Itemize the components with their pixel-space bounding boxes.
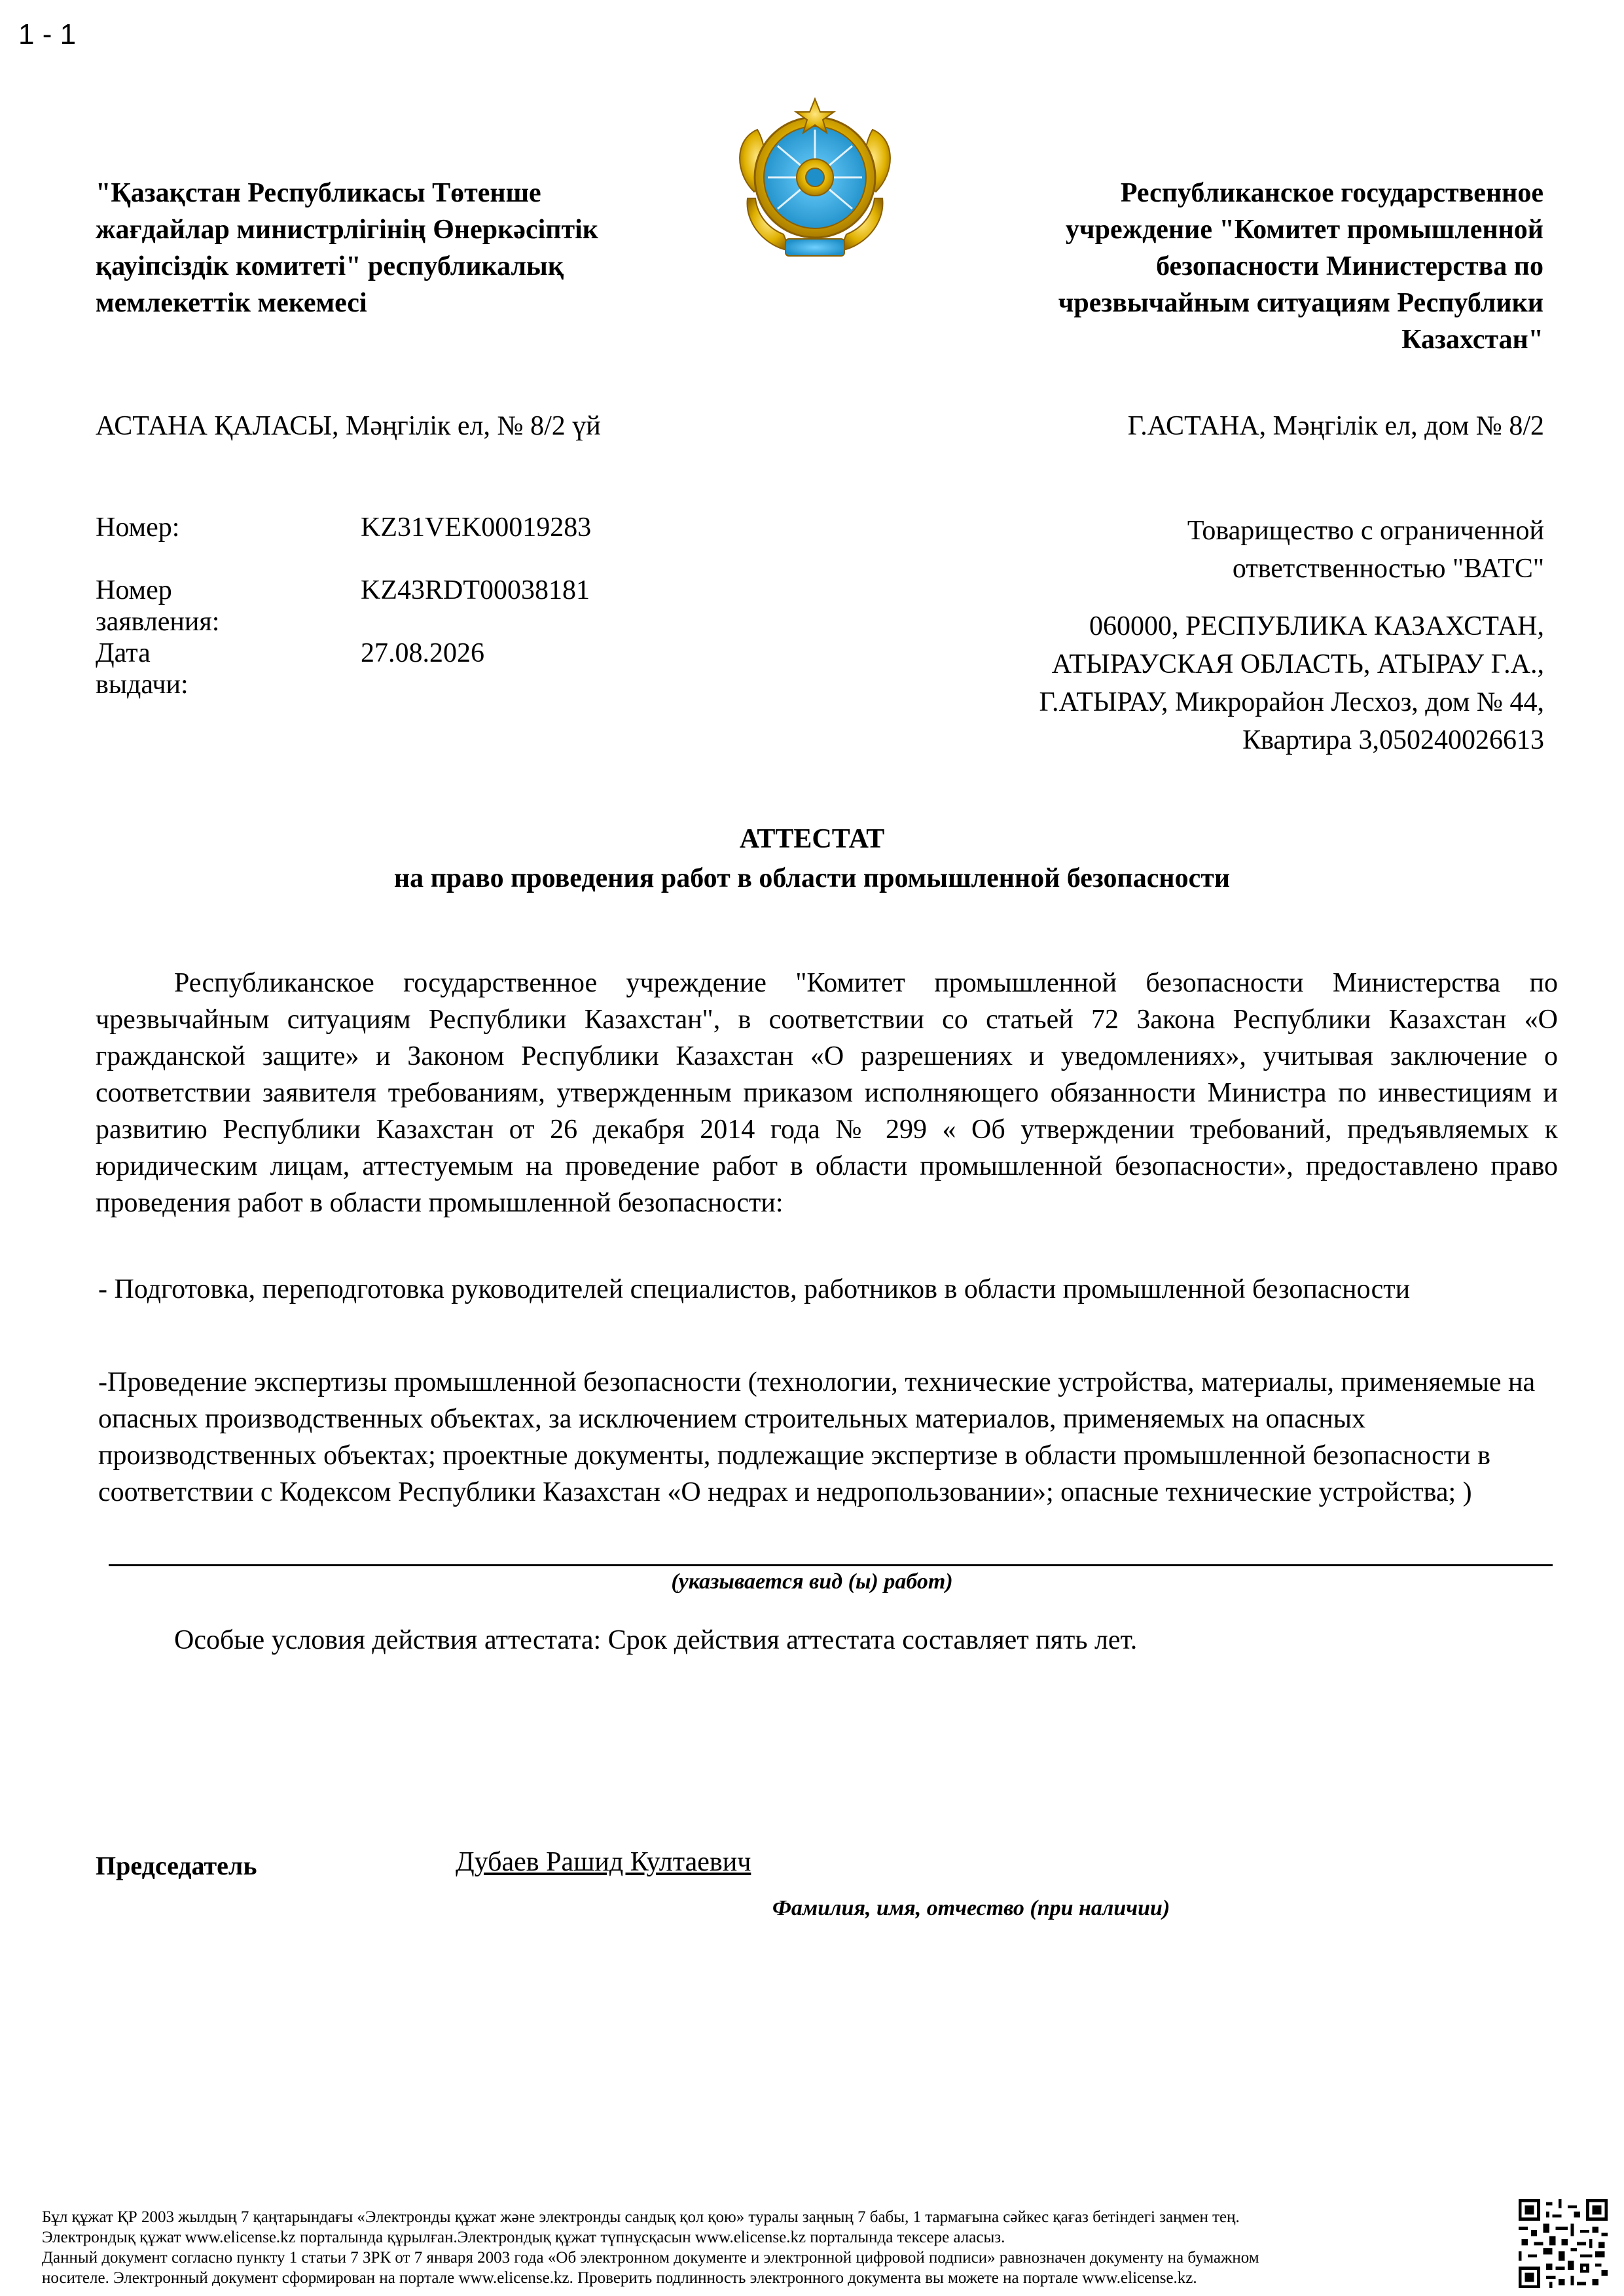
org-line: мемлекеттік мекемесі	[96, 288, 367, 318]
org-line: "Қазақстан Республикасы Төтенше	[96, 178, 541, 208]
org-line: безопасности Министерства по	[1156, 251, 1543, 281]
date-label: Дата выдачи:	[96, 638, 189, 700]
recipient-address	[857, 607, 1544, 759]
footer-line-3: Данный документ согласно пункту 1 статьи 7 ЗРК от 7 января 2003 года «Об электронном документе и электронной цифровой подписи» равнозначен документу на бумажном	[42, 2249, 1259, 2267]
org-address-russian: Г.АСТАНА, Мәңгілік ел, дом № 8/2	[1127, 411, 1544, 441]
application-label: Номер заявления:	[96, 575, 220, 637]
number-value: KZ31VEK00019283	[361, 512, 592, 543]
recipient-line: Товарищество с ограниченной	[1187, 516, 1544, 546]
work-item-1: - Подготовка, переподготовка руководителей специалистов, работников в области промышленной безопасности	[98, 1274, 1411, 1304]
recipient-line: Г.АТЫРАУ, Микрорайон Лесхоз, дом № 44,	[1039, 687, 1544, 717]
org-line: Казахстан"	[1401, 325, 1543, 355]
special-conditions: Особые условия действия аттестата: Срок действия аттестата составляет пять лет.	[174, 1625, 1138, 1655]
org-name-russian	[929, 175, 1543, 358]
date-value: 27.08.2026	[361, 638, 484, 668]
signatory-name: Дубаев Рашид Култаевич	[456, 1847, 751, 1877]
works-underline	[109, 1564, 1553, 1566]
work-item-2: -Проведение экспертизы промышленной безопасности (технологии, технические устройства, материалы, применяемые на опасных производственных объектах, за исключением строительных материалов, применяемых на опасных производственных объектах; проектные документы, подлежащие экспертизе в области промышленной безопасности в соответствии с Кодексом Республики Казахстан «О недрах и недропользовании»; опасные технические устройства; )	[98, 1367, 1536, 1507]
works-caption: (указывается вид (ы) работ)	[671, 1570, 953, 1594]
page-number: 1 - 1	[18, 18, 77, 50]
document-subtitle: на право проведения работ в области промышленной безопасности	[393, 863, 1231, 893]
org-line: Республиканское государственное	[1120, 178, 1543, 208]
footer-line-2: Электрондық құжат www.elicense.kz порталында құрылған.Электрондық құжат түпнұсқасын www.elicense.kz порталында тексере аласыз.	[42, 2229, 1005, 2246]
org-line: жағдайлар министрлігінің Өнеркәсіптік	[96, 215, 598, 245]
signatory-role: Председатель	[96, 1851, 257, 1880]
org-line: учреждение "Комитет промышленной	[1065, 215, 1543, 245]
qr-code-icon	[1519, 2199, 1608, 2288]
recipient-name	[857, 512, 1544, 588]
org-address-kazakh: АСТАНА ҚАЛАСЫ, Мәңгілік ел, № 8/2 үй	[96, 411, 601, 441]
footer-line-1: Бұл құжат ҚР 2003 жылдың 7 қаңтарындағы «Электронды құжат және электронды сандық қол қою» туралы заңның 7 бабы, 1 тармағына сәйкес қағаз бетіндегі заңмен тең.	[42, 2208, 1240, 2226]
org-line: қауіпсіздік комитеті" республикалық	[96, 251, 564, 281]
document-title: АТТЕСТАТ	[739, 824, 885, 854]
org-name-kazakh	[96, 175, 717, 321]
application-value: KZ43RDT00038181	[361, 575, 590, 605]
recipient-line: Квартира 3,050240026613	[1242, 725, 1544, 755]
intro-paragraph: Республиканское государственное учреждение "Комитет промышленной безопасности Министерства по чрезвычайным ситуациям Республики Казахстан", в соответствии со статьей 72 Закона Республики Казахстан «О гражданской защите» и Законом Республики Казахстан «О разрешениях и уведомлениях», учитывая заключение о соответствии заявителя требованиям, утвержденным приказом исполняющего обязанности Министра по инвестициям и развитию Республики Казахстан от 26 декабря 2014 года № 299 « Об утверждении требований, предъявляемых к юридическим лицам, аттестуемым на проведение работ в области промышленной безопасности», предоставлено право проведения работ в области промышленной безопасности:	[96, 968, 1558, 1218]
recipient-line: АТЫРАУСКАЯ ОБЛАСТЬ, АТЫРАУ Г.А.,	[1051, 649, 1544, 679]
footer-line-4: носителе. Электронный документ сформирован на портале www.elicense.kz. Проверить подлинность электронного документа вы можете на портале www.elicense.kz.	[42, 2269, 1197, 2287]
org-line: чрезвычайным ситуациям Республики	[1058, 288, 1543, 318]
recipient-line: 060000, РЕСПУБЛИКА КАЗАХСТАН,	[1089, 611, 1544, 641]
signatory-caption: Фамилия, имя, отчество (при наличии)	[772, 1896, 1170, 1920]
recipient-line: ответственностью "ВАТС"	[1232, 554, 1544, 584]
state-emblem-icon	[728, 94, 902, 270]
number-label: Номер:	[96, 512, 180, 543]
